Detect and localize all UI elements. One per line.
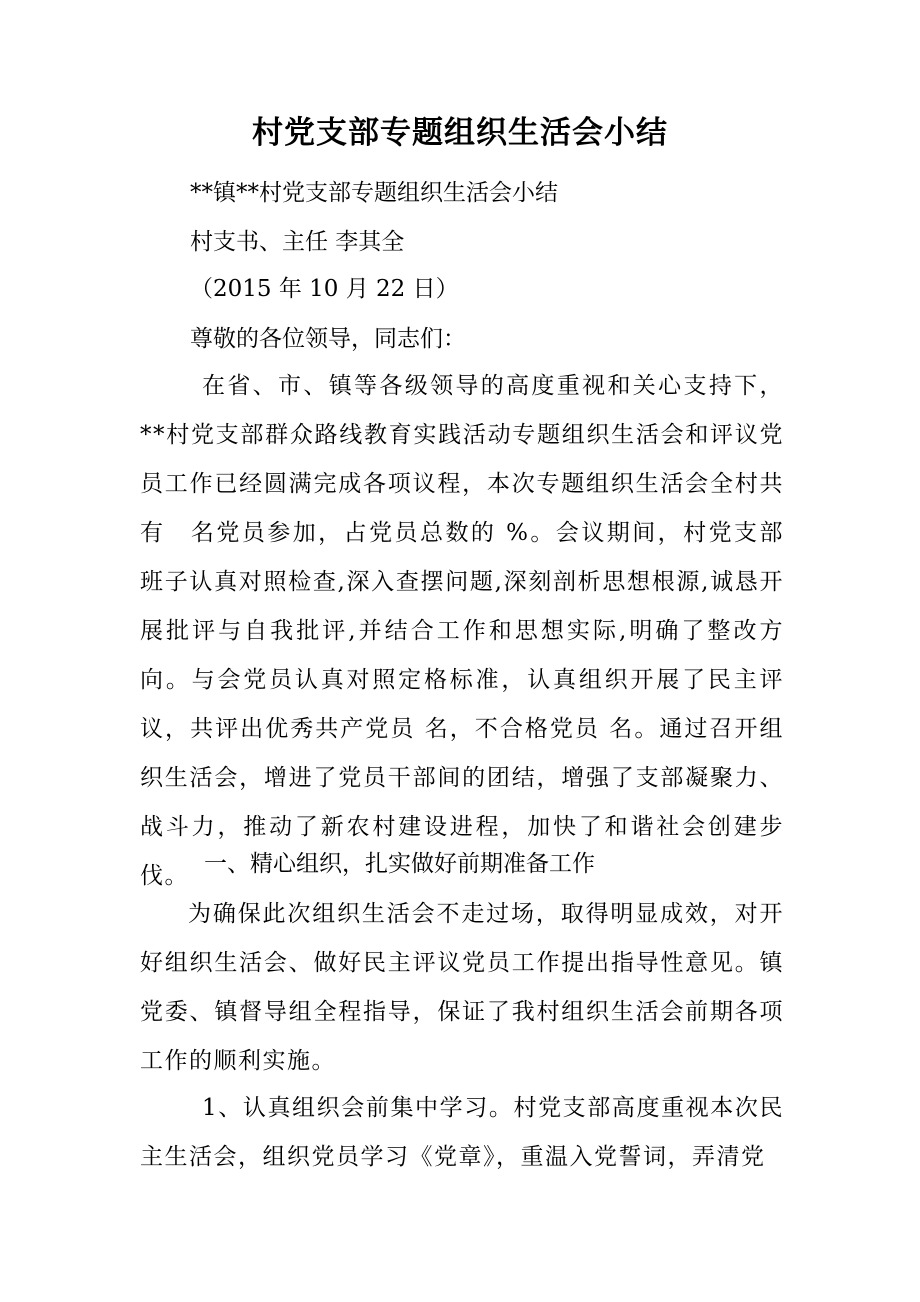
paragraph-preparation: 为确保此次组织生活会不走过场，取得明显成效，对开好组织生活会、做好民主评议党员工作提出指导性意见。镇党委、镇督导组全程指导，保证了我村组织生活会前期各项工作的顺利实施。 [140,901,784,1074]
author-line: 村支书、主任 李其全 [190,229,405,255]
salutation: 尊敬的各位领导，同志们： [190,326,466,352]
date-line: （2015 年 10 月 22 日） [190,276,459,302]
document-title: 村党支部专题组织生活会小结 [252,115,668,151]
document-subtitle: **镇**村党支部专题组织生活会小结 [190,180,558,206]
paragraph-intro: 在省、市、镇等各级领导的高度重视和关心支持下，**村党支部群众路线教育实践活动专题组织生活会和评议党员工作已经圆满完成各项议程，本次专题组织生活会全村共有 名党员参加，占党员总数的 %。会议期间，村党支部班子认真对照检查,深入查摆问题,深刻剖析思想根源,诚恳开展批评与自我批评,并结合工作和思想实际,明确了整改方向。与会党员认真对照定格标准，认真组织开展了民主评议，共评出优秀共产党员 名，不合格党员 名。通过召开组织生活会，增进了党员干部间的团结，增强了支部凝聚力、战斗力，推动了新农村建设进程，加快了和谐社会创建步伐。 [140,373,784,889]
paragraph-study: 1、认真组织会前集中学习。村党支部高度重视本次民主生活会，组织党员学习《党章》，重温入党誓词，弄清党 [140,1095,784,1170]
section-heading: 一、精心组织，扎实做好前期准备工作 [204,851,595,877]
